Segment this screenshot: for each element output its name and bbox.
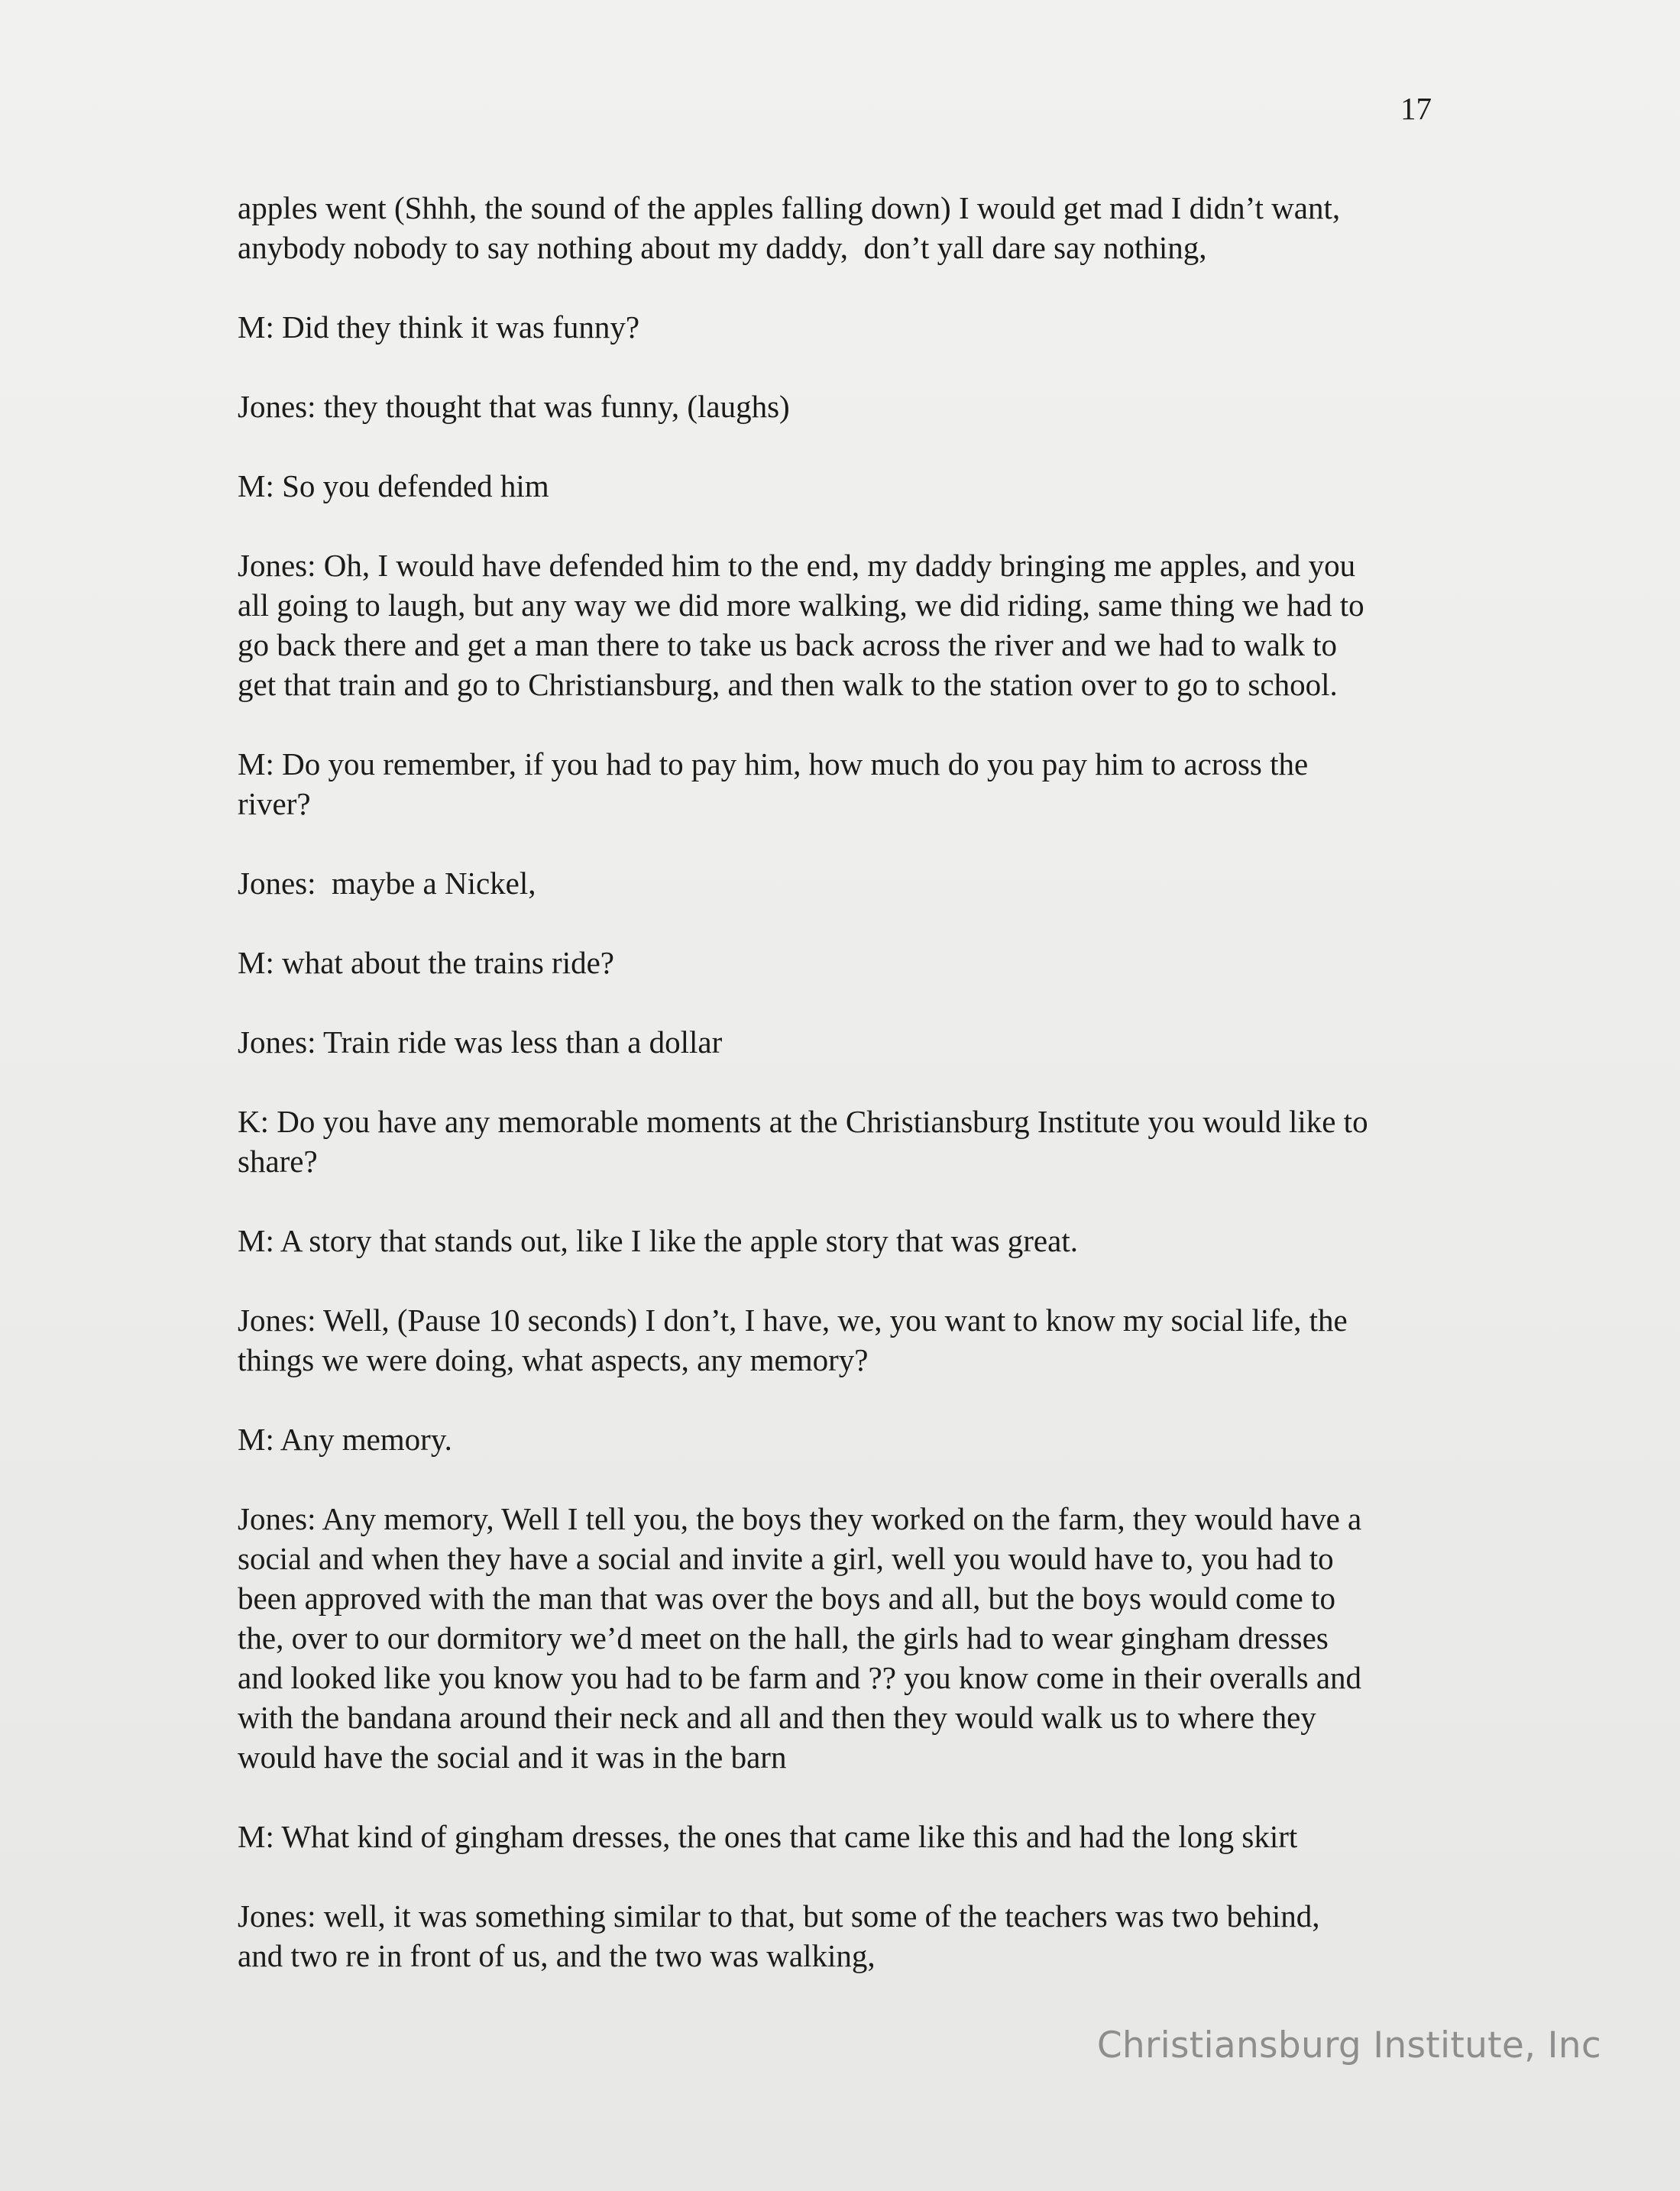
transcript-line: M: Any memory. <box>238 1422 452 1457</box>
transcript-paragraph <box>238 188 1460 267</box>
transcript-line: get that train and go to Christiansburg, and then walk to the station over to go to school. <box>238 667 1338 702</box>
transcript-paragraph <box>238 545 1460 704</box>
transcript-line: M: Do you remember, if you had to pay him, how much do you pay him to across the <box>238 746 1309 782</box>
transcript-line: the, over to our dormitory we’d meet on the hall, the girls had to wear gingham dresses <box>238 1620 1329 1655</box>
transcript-line: Jones: Oh, I would have defended him to the end, my daddy bringing me apples, and you <box>238 548 1356 583</box>
transcript-line: been approved with the man that was over the boys and all, but the boys would come to <box>238 1581 1335 1616</box>
transcript-line: M: Did they think it was funny? <box>238 309 640 345</box>
watermark: Christiansburg Institute, Inc <box>1096 2024 1601 2066</box>
transcript-paragraph <box>238 863 1460 903</box>
transcript-line: Jones: maybe a Nickel, <box>238 866 536 901</box>
transcript-line: Jones: Train ride was less than a dollar <box>238 1024 723 1060</box>
transcript-line: Jones: well, it was something similar to that, but some of the teachers was two behind, <box>238 1898 1320 1934</box>
transcript-line: M: what about the trains ride? <box>238 945 615 980</box>
transcript-paragraph <box>238 744 1460 824</box>
transcript-line: things we were doing, what aspects, any memory? <box>238 1342 869 1377</box>
transcript-body <box>238 188 1460 2015</box>
transcript-paragraph <box>238 307 1460 347</box>
transcript-line: river? <box>238 786 311 821</box>
transcript-paragraph <box>238 466 1460 506</box>
transcript-paragraph <box>238 1896 1460 1976</box>
transcript-line: Jones: Well, (Pause 10 seconds) I don’t, I have, we, you want to know my social life, the <box>238 1303 1348 1338</box>
transcript-paragraph <box>238 1419 1460 1459</box>
transcript-line: social and when they have a social and invite a girl, well you would have to, you had to <box>238 1541 1334 1576</box>
transcript-paragraph <box>238 1300 1460 1380</box>
transcript-line: and looked like you know you had to be farm and ?? you know come in their overalls and <box>238 1660 1362 1695</box>
transcript-paragraph <box>238 943 1460 982</box>
transcript-line: apples went (Shhh, the sound of the apples falling down) I would get mad I didn’t want, <box>238 190 1341 225</box>
transcript-line: go back there and get a man there to take us back across the river and we had to walk to <box>238 627 1338 662</box>
transcript-line: Jones: they thought that was funny, (laughs) <box>238 389 790 424</box>
transcript-paragraph <box>238 1022 1460 1062</box>
transcript-paragraph <box>238 1102 1460 1181</box>
transcript-line: and two re in front of us, and the two was walking, <box>238 1938 876 1973</box>
transcript-line: anybody nobody to say nothing about my daddy, don’t yall dare say nothing, <box>238 230 1207 265</box>
transcript-line: K: Do you have any memorable moments at the Christiansburg Institute you would like to <box>238 1104 1368 1139</box>
transcript-line: M: So you defended him <box>238 468 549 503</box>
transcript-paragraph <box>238 1221 1460 1261</box>
transcript-line: share? <box>238 1144 318 1179</box>
transcript-line: M: A story that stands out, like I like the apple story that was great. <box>238 1223 1078 1258</box>
page-number: 17 <box>1400 91 1432 126</box>
transcript-line: would have the social and it was in the barn <box>238 1740 787 1775</box>
transcript-line: Jones: Any memory, Well I tell you, the boys they worked on the farm, they would have a <box>238 1501 1362 1536</box>
transcript-line: M: What kind of gingham dresses, the ones that came like this and had the long skirt <box>238 1819 1298 1854</box>
transcript-paragraph <box>238 1817 1460 1856</box>
transcript-line: with the bandana around their neck and all and then they would walk us to where they <box>238 1700 1316 1735</box>
transcript-paragraph <box>238 387 1460 426</box>
transcript-paragraph <box>238 1499 1460 1777</box>
transcript-line: all going to laugh, but any way we did more walking, we did riding, same thing we had to <box>238 587 1364 623</box>
